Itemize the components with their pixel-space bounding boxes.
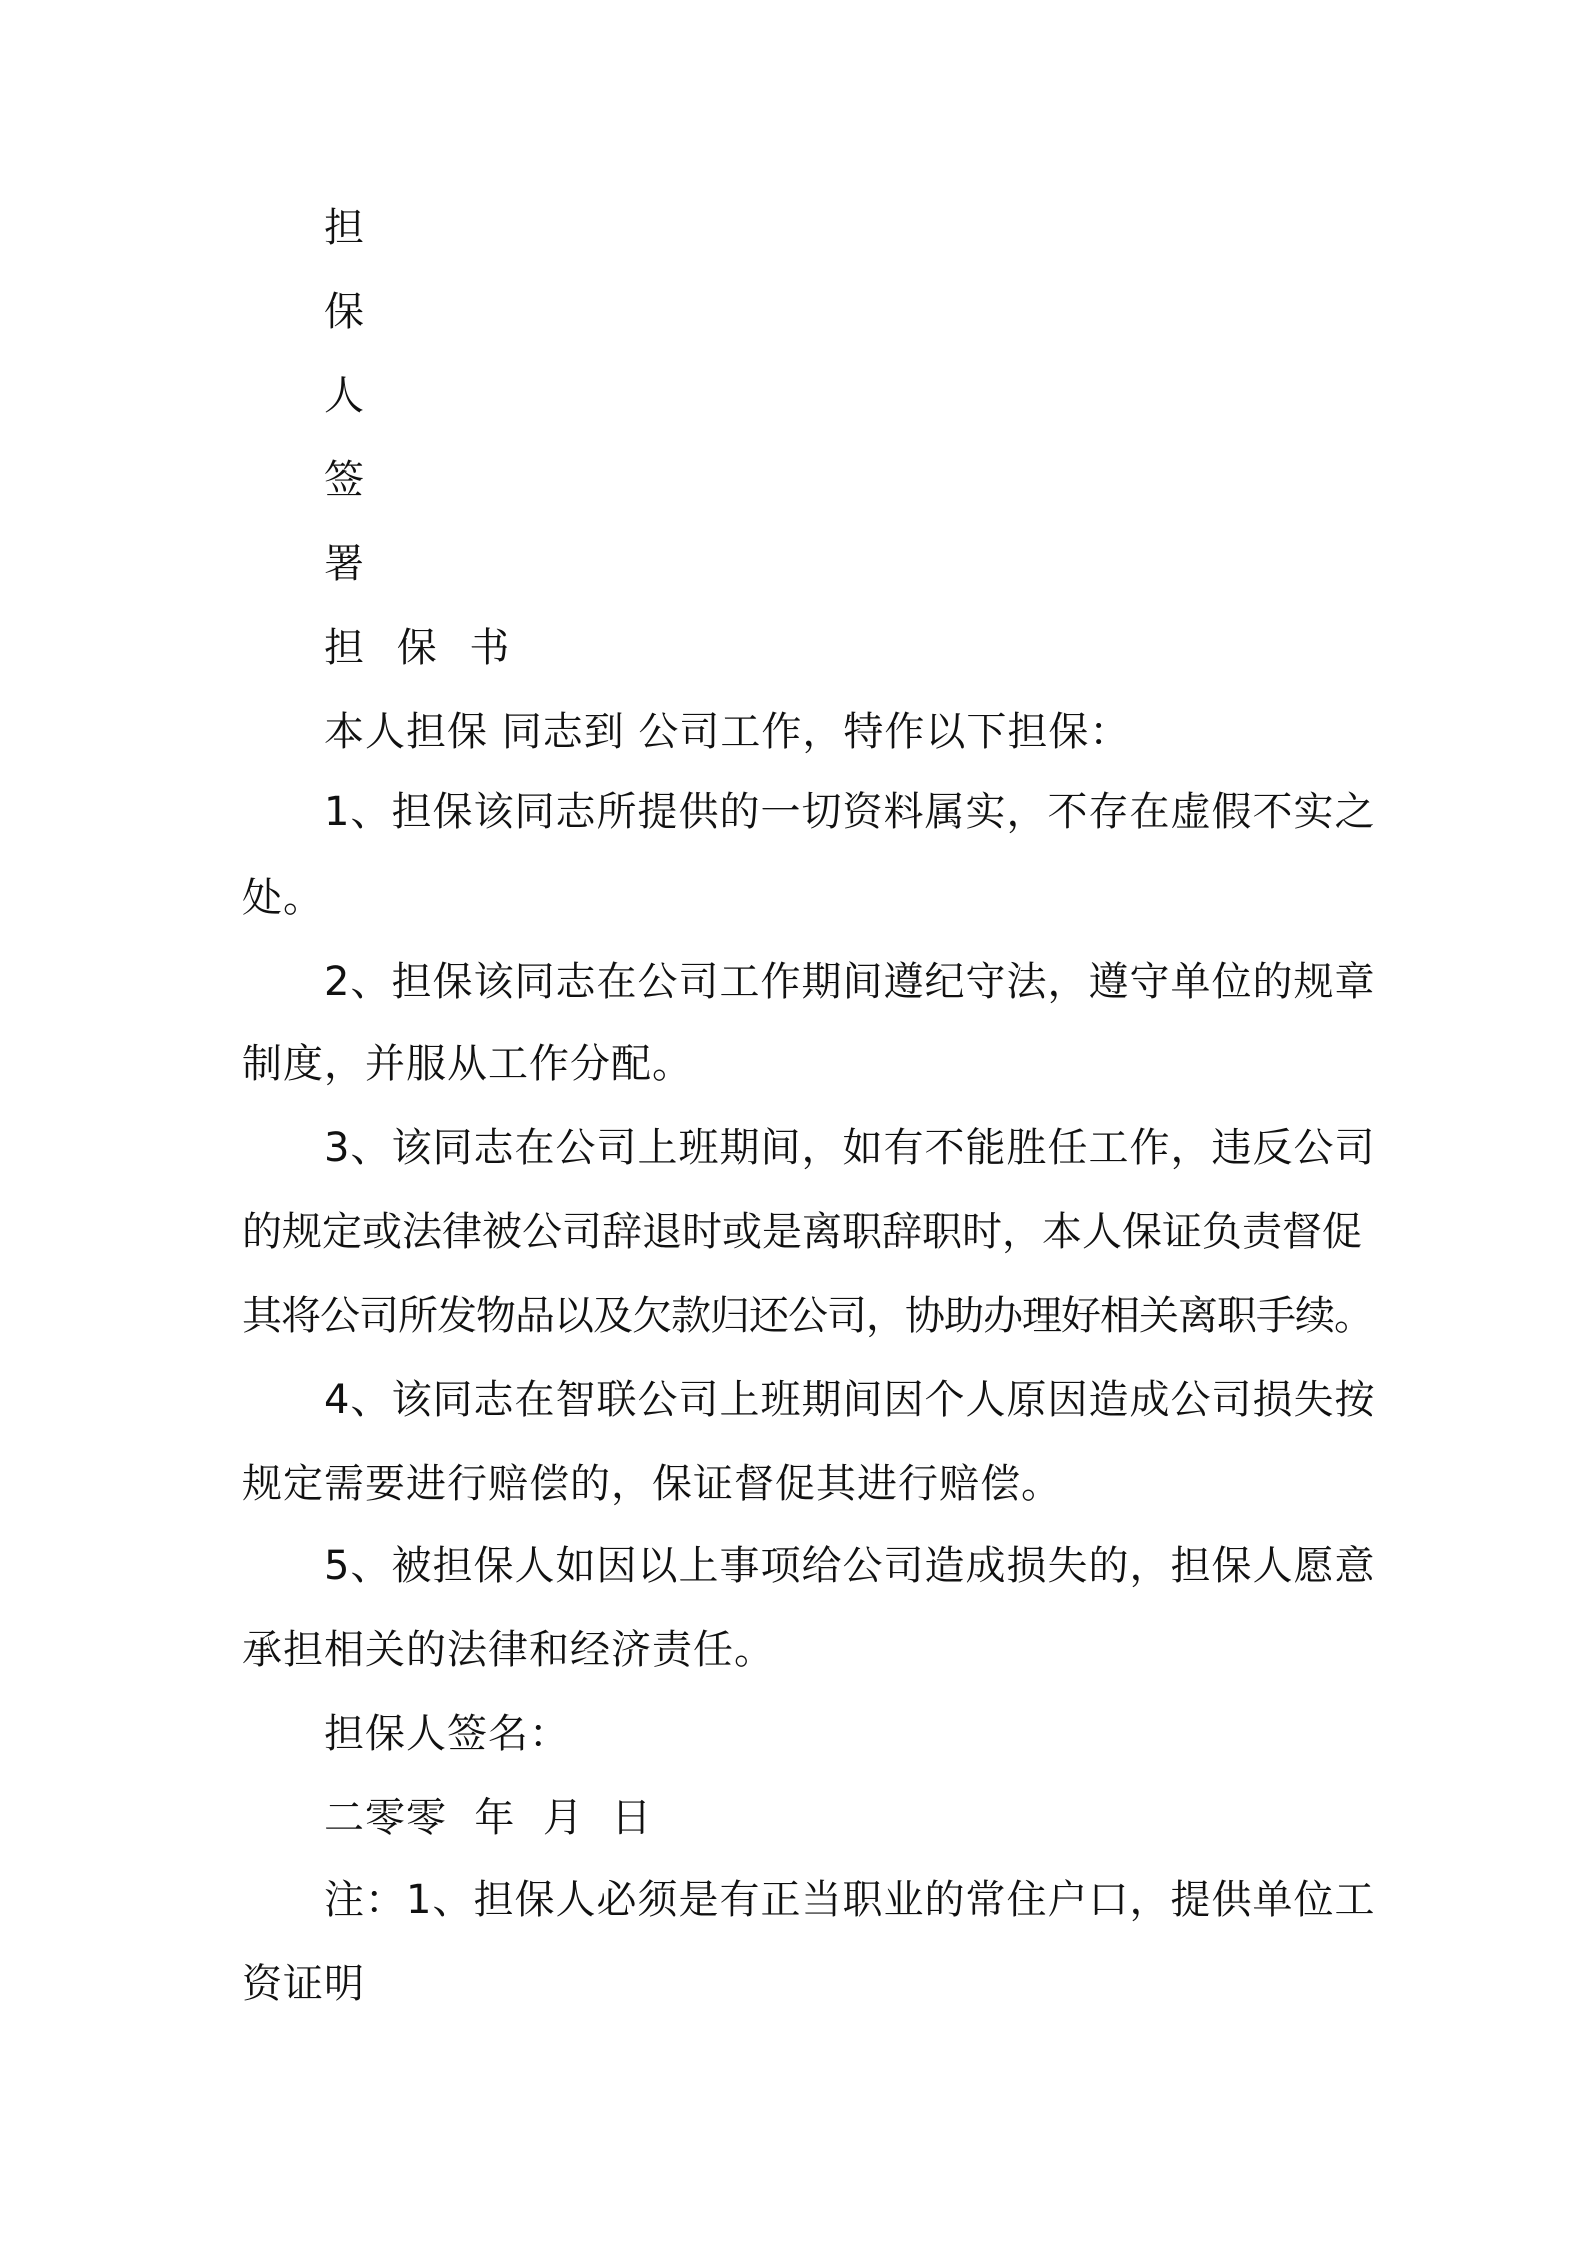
- date-line: 二零零 年 月 日: [324, 1795, 653, 1841]
- signature-char-1: 担: [324, 205, 365, 251]
- signature-char-4: 签: [324, 457, 365, 503]
- item-3-line-3: 其将公司所发物品以及欠款归还公司，协助办理好相关离职手续。: [242, 1293, 1373, 1339]
- signature-label: 担保人签名：: [324, 1711, 570, 1757]
- item-2-line-1: 2、担保该同志在公司工作期间遵纪守法，遵守单位的规章: [324, 959, 1376, 1005]
- signature-char-3: 人: [324, 373, 365, 419]
- signature-char-2: 保: [324, 289, 365, 335]
- item-4-line-2: 规定需要进行赔偿的，保证督促其进行赔偿。: [242, 1461, 1062, 1507]
- item-3-line-1: 3、该同志在公司上班期间，如有不能胜任工作，违反公司: [324, 1125, 1376, 1171]
- note-line-1: 注：1、担保人必须是有正当职业的常住户口，提供单位工: [324, 1877, 1376, 1923]
- item-5-line-2: 承担相关的法律和经济责任。: [242, 1627, 775, 1673]
- item-4-line-1: 4、该同志在智联公司上班期间因个人原因造成公司损失按: [324, 1377, 1376, 1423]
- signature-char-5: 署: [324, 541, 365, 587]
- item-5-line-1: 5、被担保人如因以上事项给公司造成损失的，担保人愿意: [324, 1543, 1376, 1589]
- intro-paragraph: 本人担保 同志到 公司工作，特作以下担保：: [324, 709, 1131, 755]
- document-title: 担 保 书: [324, 625, 520, 671]
- item-1-line-2: 处。: [242, 875, 324, 921]
- item-1-line-1: 1、担保该同志所提供的一切资料属实，不存在虚假不实之: [324, 789, 1376, 835]
- item-2-line-2: 制度，并服从工作分配。: [242, 1041, 693, 1087]
- item-3-line-2: 的规定或法律被公司辞退时或是离职辞职时，本人保证负责督促: [242, 1209, 1362, 1255]
- note-line-2: 资证明: [242, 1961, 365, 2007]
